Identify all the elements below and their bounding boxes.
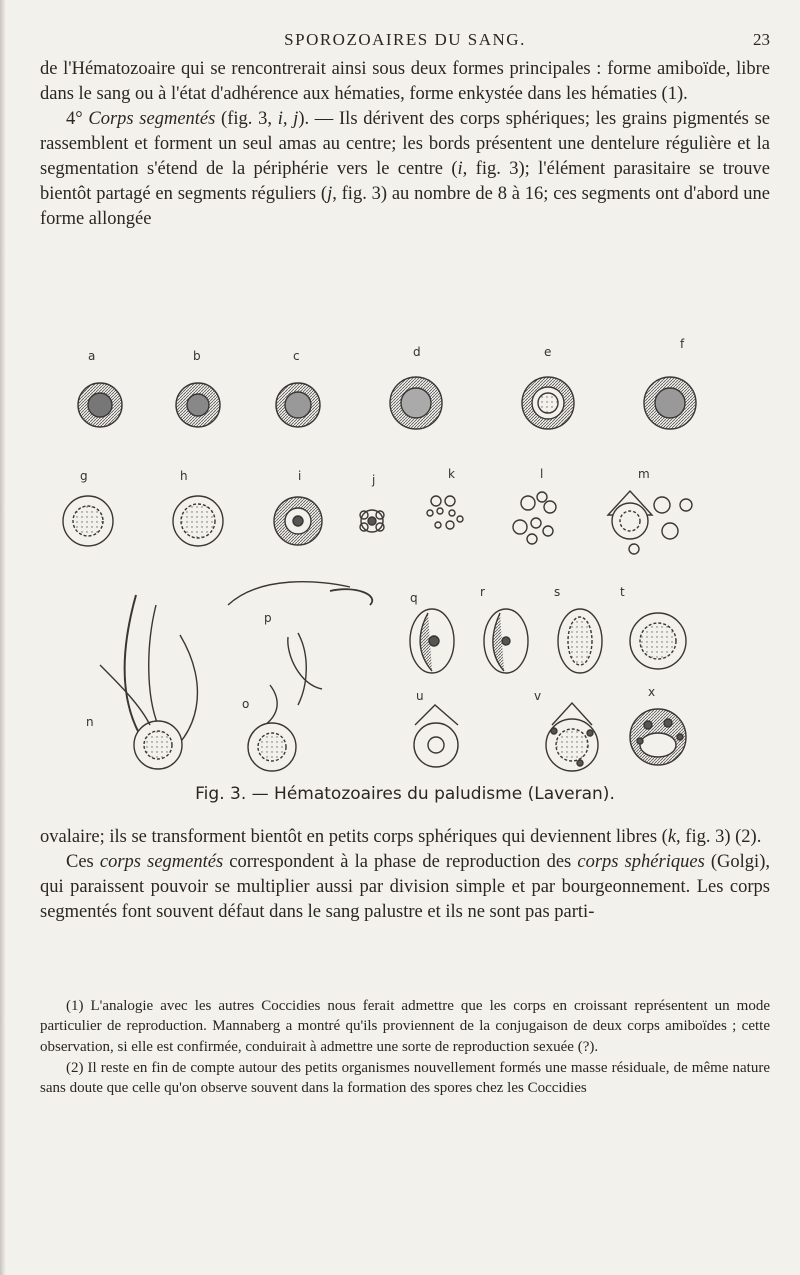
term-corps-spheriques: corps sphériques	[577, 852, 705, 872]
page-gutter-shadow	[0, 0, 6, 1275]
cell-q	[410, 609, 454, 673]
label-p: p	[264, 611, 272, 625]
term-corps-segmentes: Corps segmentés	[88, 109, 216, 129]
cell-v	[546, 703, 598, 771]
label-k: k	[448, 467, 455, 481]
label-t: t	[620, 585, 625, 599]
cell-d	[390, 377, 442, 429]
cell-l	[513, 492, 556, 544]
body-text-after-figure	[40, 825, 770, 925]
label-f: f	[680, 337, 685, 351]
cell-t	[630, 613, 686, 669]
page-number: 23	[753, 30, 770, 49]
footnotes	[40, 996, 770, 1099]
label-v: v	[534, 689, 542, 703]
label-x: x	[648, 685, 656, 699]
label-r: r	[480, 585, 485, 599]
cell-m	[608, 491, 692, 554]
label-i: i	[298, 469, 302, 483]
cell-h	[173, 496, 223, 546]
paragraph-text: Ces	[66, 852, 100, 872]
fig-ref-open: (fig. 3,	[215, 109, 278, 129]
fig-ref-i: i	[457, 159, 463, 179]
fig-ref-letters: i, j	[277, 109, 299, 129]
label-h: h	[180, 469, 188, 483]
cell-r	[484, 609, 528, 673]
cell-f	[644, 377, 696, 429]
figure-caption: Fig. 3. — Hématozoaires du paludisme (Laveran).	[195, 784, 615, 804]
figure-hematozoaires	[60, 305, 760, 775]
body-text-top	[40, 57, 770, 232]
footnote-2: (2) Il reste en fin de compte autour des petits organismes nouvellement formés une masse résiduale, de même nature sans doute que celle qu'on observe souvent dans la formation des spores chez les Coccidies	[40, 1059, 770, 1097]
cell-g	[63, 496, 113, 546]
cell-x	[630, 709, 686, 765]
fig-ref-k: k	[667, 827, 677, 847]
label-c: c	[293, 349, 300, 363]
cell-i	[274, 497, 322, 545]
label-l: l	[540, 467, 544, 481]
label-g: g	[80, 469, 88, 483]
paragraph-hematozoaire-forms: de l'Hématozoaire qui se rencontrerait ainsi sous deux formes principales : forme amiboïde, libre dans le sang ou à l'état d'adhérence aux hématies, forme enkystée dans les hématies (1).	[40, 59, 770, 104]
cell-b	[176, 383, 220, 427]
cell-c	[276, 383, 320, 427]
paragraph-text: ovalaire; ils se transforment bientôt en petits corps sphériques qui deviennent libres (	[40, 827, 668, 847]
label-j: j	[372, 473, 376, 487]
running-head	[40, 30, 770, 52]
crescent-n	[100, 595, 197, 769]
label-s: s	[554, 585, 561, 599]
paragraph-reproduction	[40, 850, 770, 925]
cell-e	[522, 377, 574, 429]
cell-s	[558, 609, 602, 673]
paragraph-text: , fig. 3) au nombre de 8 à 16; ces segments ont d'abord une forme allongée	[40, 184, 770, 229]
cell-u	[414, 705, 458, 767]
paragraph-text: (Golgi), qui paraissent pouvoir se multiplier aussi par division simple et par bourgeonnement. Les corps segmentés font souvent défaut dans le sang palustre et ils ne sont pas parti-	[40, 852, 770, 922]
label-u: u	[416, 689, 424, 703]
item-number: 4°	[66, 109, 89, 129]
fig-ref-j: j	[327, 184, 333, 204]
paragraph-ovalaire	[40, 825, 770, 850]
paragraph-text: ). — Ils dérivent des corps sphériques; les grains pigmentés se rassemblent et forment un seul amas au centre; les bords présentent une dentelure régulière et la segmentation s'étend de la périphérie vers le centre (	[40, 109, 770, 179]
label-b: b	[193, 349, 201, 363]
term-corps-segmentes: corps segmentés	[99, 852, 224, 872]
label-e: e	[544, 345, 552, 359]
paragraph-text: , fig. 3); l'élément parasitaire se trouve bientôt partagé en segments réguliers (	[40, 159, 770, 204]
paragraph-text: correspondent à la phase de reproduction des	[223, 852, 578, 872]
label-d: d	[413, 345, 421, 359]
cell-a	[78, 383, 122, 427]
label-a: a	[88, 349, 96, 363]
footnote-1: (1) L'analogie avec les autres Coccidies nous ferait admettre que les corps en croissant représentent un mode particulier de reproduction. Mannaberg a montré qu'ils proviennent de la conjugaison de deux corps amiboïdes ; cette observation, si elle est confirmée, conduirait à admettre une sorte de reproduction sexuée (?).	[40, 998, 770, 1055]
label-o: o	[242, 697, 250, 711]
running-title: SPOROZOAIRES DU SANG.	[284, 30, 526, 49]
label-q: q	[410, 591, 418, 605]
cell-k	[427, 496, 463, 529]
label-m: m	[638, 467, 650, 481]
paragraph-text: , fig. 3) (2).	[676, 827, 762, 847]
figure-drawing	[60, 305, 760, 775]
label-n: n	[86, 715, 94, 729]
crescent-o	[228, 582, 350, 771]
cell-j	[360, 510, 384, 532]
paragraph-corps-segmentes	[40, 107, 770, 232]
